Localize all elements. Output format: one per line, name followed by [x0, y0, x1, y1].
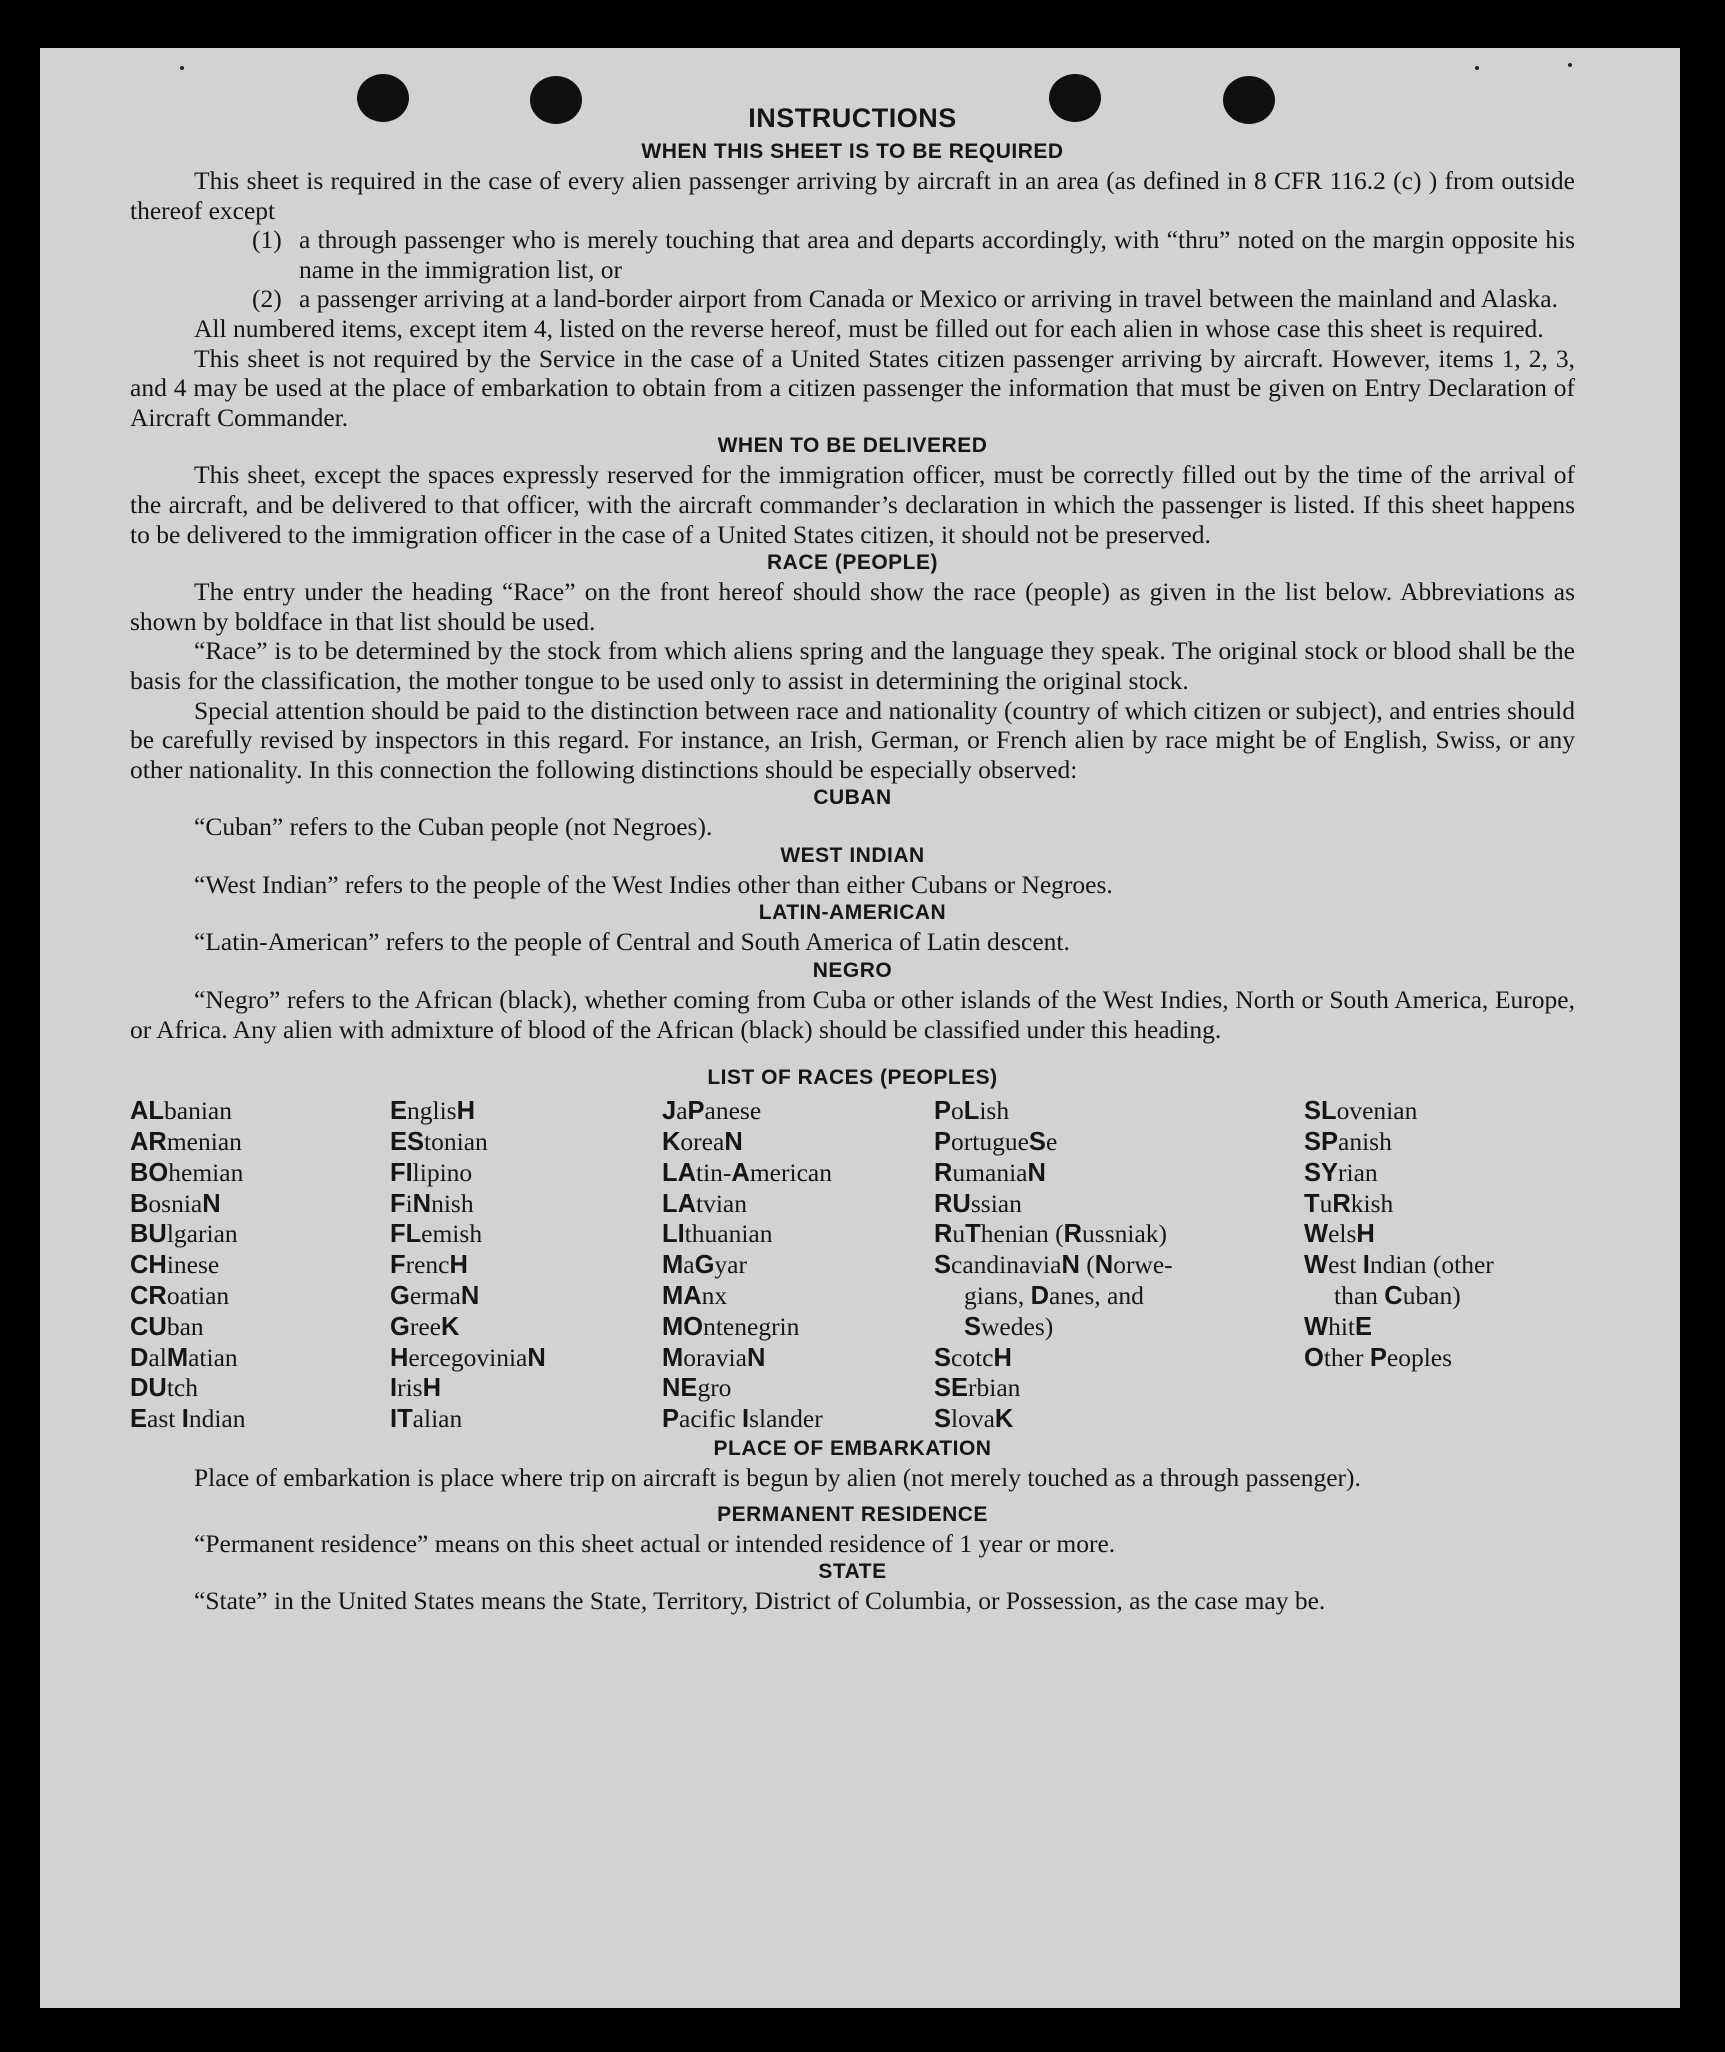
- race-column: [934, 1096, 1304, 1435]
- race-entry: DUtch: [130, 1373, 198, 1403]
- race-entry: EnglisH: [390, 1096, 476, 1126]
- race-entry: Pacific Islander: [662, 1404, 823, 1434]
- race-entry: PoLish: [934, 1096, 1010, 1126]
- race-entry: West Indian (other: [1304, 1250, 1494, 1280]
- paragraph: “Latin-American” refers to the people of Central and South America of Latin descent.: [194, 927, 1070, 957]
- race-entry: RuThenian (Russniak): [934, 1219, 1168, 1249]
- paragraph: This sheet is required in the case of every alien passenger arriving by aircraft in an area (as defined in 8 CFR 116.2 (c) ) from outside thereof except: [130, 166, 1575, 225]
- item-text: a through passenger who is merely touching that area and departs accordingly, with “thru” noted on the margin opposite his name in the immigration list, or: [299, 225, 1575, 284]
- race-entry: BosniaN: [130, 1188, 221, 1218]
- heading-permanent-residence: PERMANENT RESIDENCE: [717, 1502, 988, 1526]
- race-entry: SLovenian: [1304, 1096, 1418, 1126]
- heading-state: STATE: [818, 1560, 887, 1584]
- race-entry: ALbanian: [130, 1096, 232, 1126]
- item-text: a passenger arriving at a land-border airport from Canada or Mexico or arriving in travel between the mainland and Alaska.: [299, 284, 1558, 314]
- speck: [180, 66, 184, 70]
- list-item: [252, 225, 1575, 284]
- speck: [1568, 63, 1572, 67]
- page-title: INSTRUCTIONS: [748, 103, 957, 133]
- race-list: [130, 1096, 1575, 1435]
- heading-west-indian: WEST INDIAN: [780, 843, 925, 867]
- heading-race: RACE (PEOPLE): [766, 551, 938, 575]
- race-column: [1304, 1096, 1575, 1435]
- race-entry: LAtvian: [662, 1188, 747, 1218]
- paragraph: “Negro” refers to the African (black), whether coming from Cuba or other islands of the West Indies, North or South America, Europe, or Africa. Any alien with admixture of blood of the African (black) should be classified under this heading.: [130, 985, 1575, 1044]
- race-entry: ITalian: [390, 1404, 463, 1434]
- race-entry: SErbian: [934, 1373, 1021, 1403]
- race-entry: WhitE: [1304, 1311, 1373, 1341]
- race-entry: East Indian: [130, 1404, 246, 1434]
- race-entry: FIlipino: [390, 1157, 473, 1187]
- race-entry: BUlgarian: [130, 1219, 238, 1249]
- race-entry: IrisH: [390, 1373, 442, 1403]
- race-entry: Swedes): [964, 1311, 1054, 1341]
- race-entry: FLemish: [390, 1219, 483, 1249]
- document-sheet: [40, 48, 1680, 2008]
- race-entry: NEgro: [662, 1373, 732, 1403]
- race-entry: MaGyar: [662, 1250, 747, 1280]
- speck: [1475, 66, 1479, 70]
- item-number: (1): [252, 225, 282, 255]
- paragraph: “Cuban” refers to the Cuban people (not Negroes).: [194, 812, 713, 842]
- heading-negro: NEGRO: [812, 959, 893, 983]
- race-entry: WelsH: [1304, 1219, 1375, 1249]
- race-entry: ScotcH: [934, 1342, 1012, 1372]
- paragraph: “West Indian” refers to the people of the West Indies other than either Cubans or Negroes.: [194, 869, 1113, 899]
- race-entry: GermaN: [390, 1281, 480, 1311]
- paragraph: All numbered items, except item 4, listed on the reverse hereof, must be filled out for each alien in whose case this sheet is required.: [194, 313, 1544, 343]
- race-entry: LIthuanian: [662, 1219, 773, 1249]
- race-entry: JaPanese: [662, 1096, 762, 1126]
- race-entry: CUban: [130, 1311, 204, 1341]
- race-entry: FiNnish: [390, 1188, 474, 1218]
- race-entry: GreeK: [390, 1311, 460, 1341]
- race-entry: KoreaN: [662, 1127, 743, 1157]
- race-column: [130, 1096, 390, 1435]
- paragraph: This sheet, except the spaces expressly reserved for the immigration officer, must be correctly filled out by the time of the arrival of the aircraft, and be delivered to that officer, with the aircraft commander’s declaration in which the passenger is listed. If this sheet happens to be delivered to the immigration officer in the case of a United States citizen, it should not be preserved.: [130, 460, 1575, 549]
- race-entry: HercegoviniaN: [390, 1342, 546, 1372]
- race-entry: LAtin-American: [662, 1157, 832, 1187]
- heading-latin-american: LATIN-AMERICAN: [758, 901, 947, 925]
- heading-when-required: WHEN THIS SHEET IS TO BE REQUIRED: [641, 140, 1064, 163]
- race-entry: BOhemian: [130, 1157, 244, 1187]
- heading-list-of-races: LIST OF RACES (PEOPLES): [707, 1066, 998, 1090]
- document-body: [130, 103, 1575, 1616]
- race-entry: EStonian: [390, 1127, 488, 1157]
- heading-embarkation: PLACE OF EMBARKATION: [713, 1437, 992, 1461]
- paragraph: The entry under the heading “Race” on the front hereof should show the race (people) as given in the list below. Abbreviations as shown by boldface in that list should be used.: [130, 577, 1575, 636]
- race-entry: RumaniaN: [934, 1157, 1046, 1187]
- heading-cuban: CUBAN: [813, 786, 892, 810]
- race-entry: TuRkish: [1304, 1188, 1394, 1218]
- race-entry: gians, Danes, and: [964, 1281, 1144, 1311]
- race-column: [662, 1096, 934, 1435]
- paragraph: Place of embarkation is place where trip on aircraft is begun by alien (not merely touched as a through passenger).: [194, 1463, 1361, 1493]
- paragraph: “Permanent residence” means on this sheet actual or intended residence of 1 year or more.: [194, 1528, 1116, 1558]
- heading-when-delivered: WHEN TO BE DELIVERED: [717, 434, 988, 458]
- race-entry: RUssian: [934, 1188, 1022, 1218]
- paragraph: This sheet is not required by the Service in the case of a United States citizen passenger arriving by aircraft. However, items 1, 2, 3, and 4 may be used at the place of embarkation to obtain from a citizen passenger the information that must be given on Entry Declaration of Aircraft Commander.: [130, 343, 1575, 432]
- race-entry: PortugueSe: [934, 1127, 1058, 1157]
- race-entry: MoraviaN: [662, 1342, 766, 1372]
- race-column: [390, 1096, 662, 1435]
- race-entry: ARmenian: [130, 1127, 242, 1157]
- race-entry: SYrian: [1304, 1157, 1378, 1187]
- race-entry: DalMatian: [130, 1342, 238, 1372]
- race-entry: ScandinaviaN (Norwe-: [934, 1250, 1173, 1280]
- race-entry: MOntenegrin: [662, 1311, 800, 1341]
- race-entry: CRoatian: [130, 1281, 230, 1311]
- race-entry: SPanish: [1304, 1127, 1392, 1157]
- item-number: (2): [252, 284, 282, 314]
- race-entry: FrencH: [390, 1250, 468, 1280]
- paragraph: “Race” is to be determined by the stock from which aliens spring and the language they speak. The original stock or blood shall be the basis for the classification, the mother tongue to be used only to assist in determining the original stock.: [130, 636, 1575, 695]
- race-entry: than Cuban): [1334, 1281, 1461, 1311]
- list-item: [252, 284, 1575, 314]
- race-entry: Other Peoples: [1304, 1342, 1453, 1372]
- paragraph: “State” in the United States means the State, Territory, District of Columbia, or Possession, as the case may be.: [194, 1586, 1326, 1616]
- race-entry: CHinese: [130, 1250, 220, 1280]
- race-entry: SlovaK: [934, 1404, 1014, 1434]
- paragraph: Special attention should be paid to the distinction between race and nationality (country of which citizen or subject), and entries should be carefully revised by inspectors in this regard. For instance, an Irish, German, or French alien by race might be of English, Swiss, or any other nationality. In this connection the following distinctions should be especially observed:: [130, 695, 1575, 784]
- race-entry: MAnx: [662, 1281, 728, 1311]
